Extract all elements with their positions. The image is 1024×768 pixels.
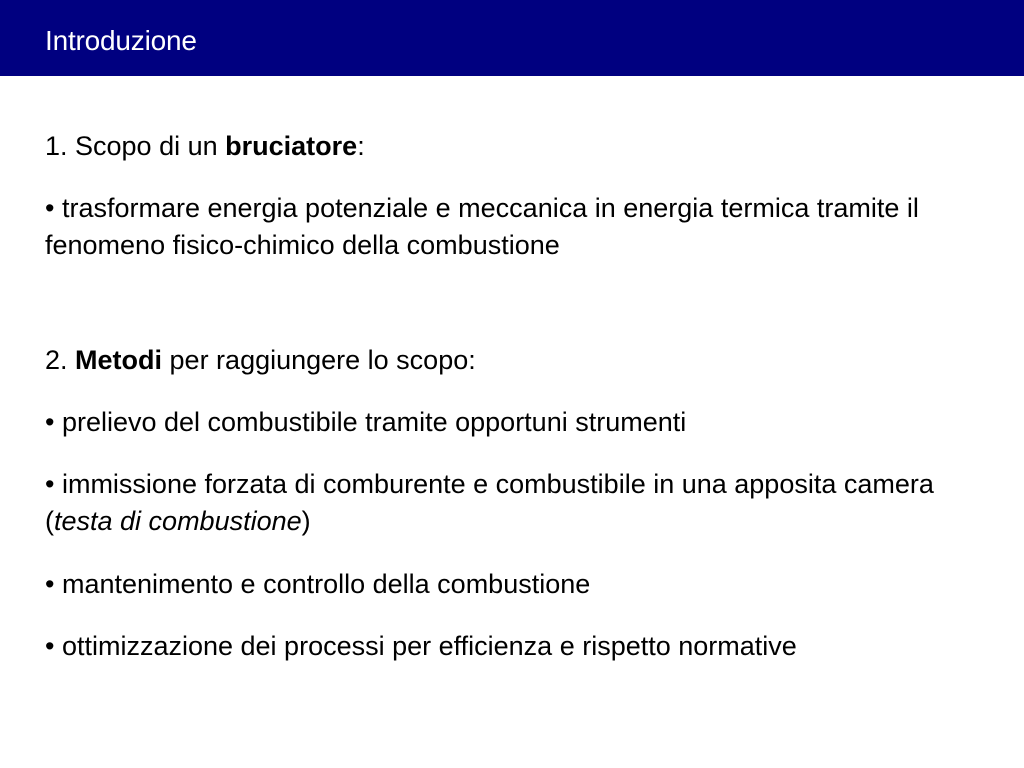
section1-heading-suffix: : (357, 131, 365, 161)
section1-heading (45, 128, 365, 165)
section1-heading-bold: bruciatore (225, 131, 358, 161)
section2-bullet-4: • ottimizzazione dei processi per efficienza e rispetto normative (45, 631, 797, 661)
section2-heading-suffix: per raggiungere lo scopo: (162, 345, 476, 375)
section2-bullet-3: • mantenimento e controllo della combustione (45, 569, 591, 599)
slide-title: Introduzione (45, 25, 197, 56)
section1-bullet-1: • trasformare energia potenziale e meccanica in energia termica tramite il fenomeno fisico-chimico della combustione (45, 193, 919, 260)
section2-heading (45, 342, 476, 379)
section2-heading-bold: Metodi (75, 345, 163, 375)
section2-bullet-2-prefix: • immissione forzata di comburente e combustibile in una apposita camera ( (45, 469, 934, 536)
section2-heading-prefix: 2. (45, 345, 76, 375)
section2-bullet-2-suffix: ) (301, 506, 311, 536)
section2-bullet-1: • prelievo del combustibile tramite opportuni strumenti (45, 407, 687, 437)
title-bar (0, 0, 1024, 76)
section1-heading-prefix: 1. Scopo di un (45, 131, 226, 161)
section2-bullet-2 (45, 466, 945, 540)
section2-bullet-2-italic: testa di combustione (54, 506, 302, 536)
